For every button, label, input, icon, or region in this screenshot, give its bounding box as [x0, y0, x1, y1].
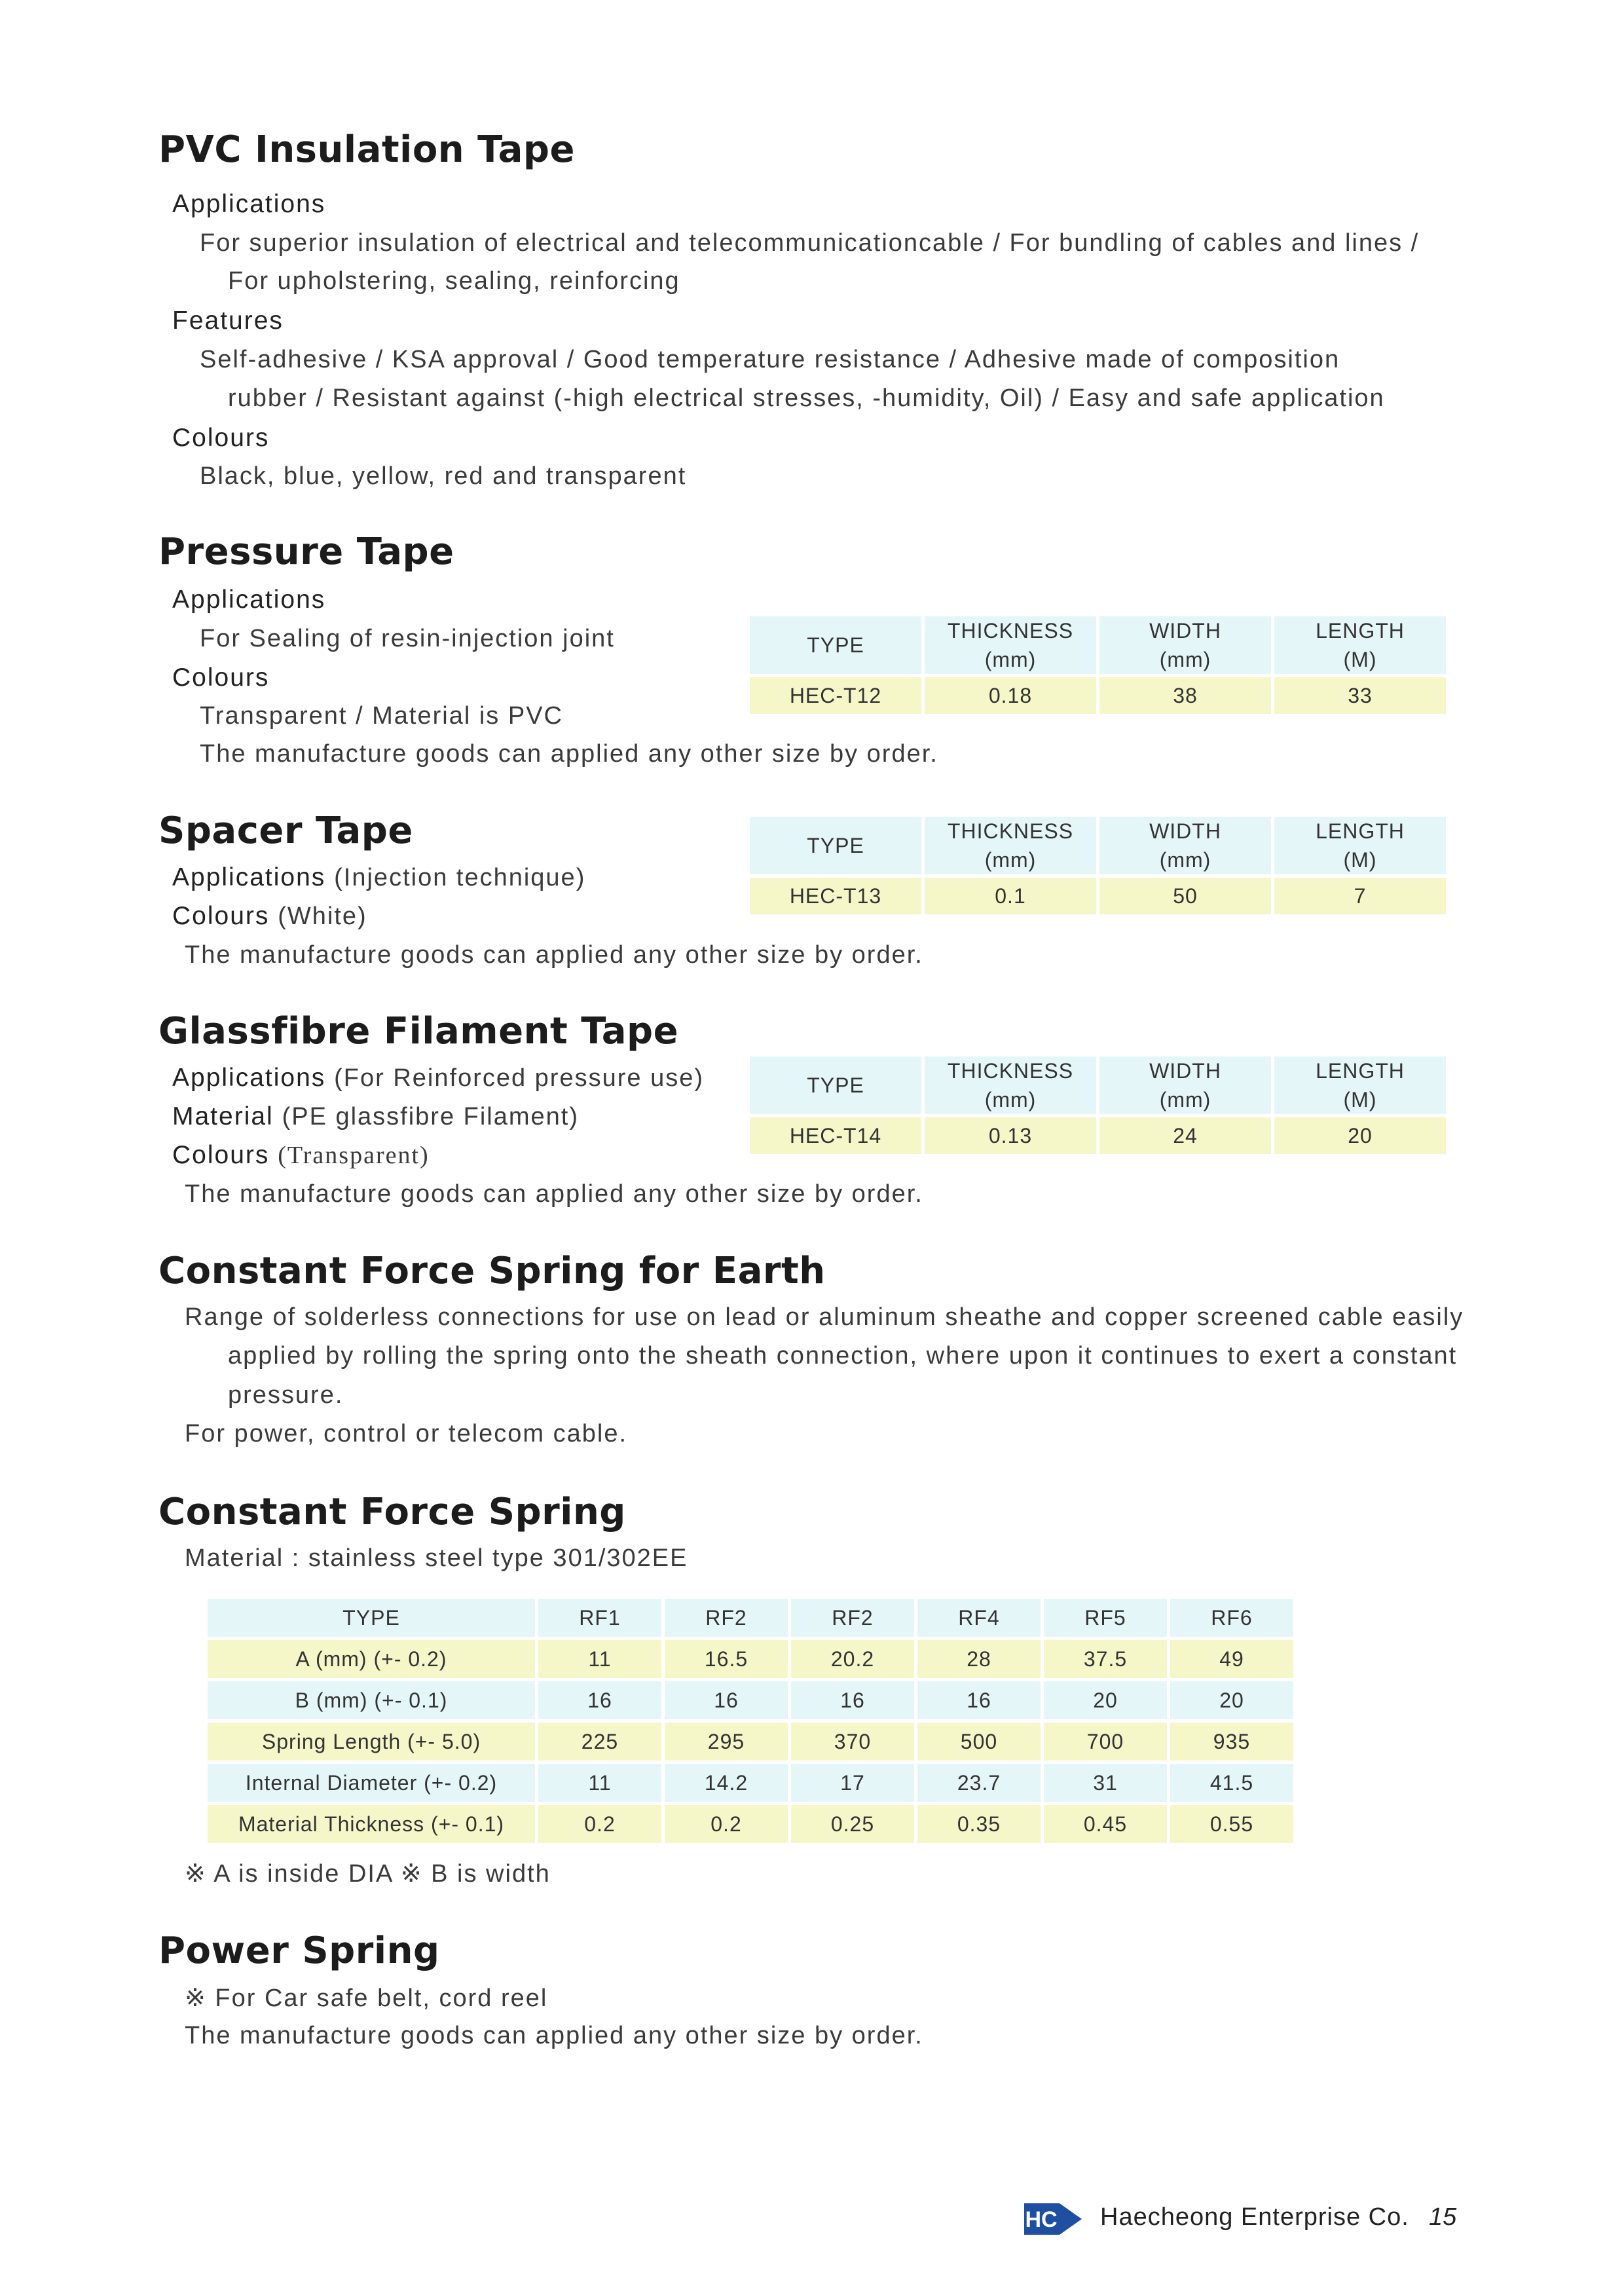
pressure-applications-label: Applications: [172, 586, 326, 614]
cfs-cell: 11: [538, 1764, 661, 1802]
power-title: Power Spring: [158, 1930, 440, 1972]
glassfibre-width-cell: 24: [1099, 1117, 1271, 1154]
pressure-type-cell: HEC-T12: [750, 677, 921, 714]
cfs-header-cell: RF2: [665, 1599, 788, 1637]
cfs-cell: 370: [791, 1723, 914, 1761]
cfs-header-cell: RF2: [791, 1599, 914, 1637]
glassfibre-header-thickness: THICKNESS (mm): [925, 1056, 1096, 1114]
glassfibre-applications-row: [172, 1064, 704, 1092]
cfs-spec-table: [204, 1595, 1297, 1846]
cfs-cell: 16: [791, 1681, 914, 1719]
glassfibre-material-row: [172, 1102, 579, 1131]
company-logo: [1022, 2201, 1084, 2237]
power-line2: The manufacture goods can applied any other size by order.: [185, 2022, 923, 2049]
pvc-colours-label: Colours: [172, 424, 270, 452]
pressure-title: Pressure Tape: [158, 531, 454, 573]
cfs-header-cell: RF5: [1044, 1599, 1167, 1637]
spacer-applications-value: (Injection technique): [334, 864, 586, 891]
glassfibre-header-width: WIDTH (mm): [1099, 1056, 1271, 1114]
cfs-earth-title: Constant Force Spring for Earth: [158, 1250, 826, 1292]
spacer-applications-label: Applications: [172, 863, 326, 891]
cfs-header-cell: RF6: [1170, 1599, 1293, 1637]
cfs-earth-line2: applied by rolling the spring onto the sheath connection, where upon it continues to exert a constant: [228, 1342, 1458, 1370]
pvc-title: PVC Insulation Tape: [158, 128, 575, 171]
spacer-header-type: TYPE: [750, 817, 921, 874]
spacer-title: Spacer Tape: [158, 810, 413, 852]
table-row: [208, 1681, 1293, 1719]
cfs-earth-line1: Range of solderless connections for use on lead or aluminum sheathe and copper screened cable easily: [185, 1303, 1464, 1331]
cfs-row-label: Internal Diameter (+- 0.2): [208, 1764, 535, 1802]
glassfibre-header-type: TYPE: [750, 1056, 921, 1114]
cfs-cell: 14.2: [665, 1764, 788, 1802]
cfs-cell: 41.5: [1170, 1764, 1293, 1802]
cfs-cell: 935: [1170, 1723, 1293, 1761]
cfs-cell: 295: [665, 1723, 788, 1761]
pressure-colours-label: Colours: [172, 663, 270, 692]
cfs-cell: 225: [538, 1723, 661, 1761]
pressure-thickness-cell: 0.18: [925, 677, 1096, 714]
glassfibre-applications-label: Applications: [172, 1064, 326, 1092]
cfs-cell: 16: [538, 1681, 661, 1719]
table-row: [208, 1723, 1293, 1761]
cfs-header-cell: TYPE: [208, 1599, 535, 1637]
cfs-title: Constant Force Spring: [158, 1491, 626, 1533]
spacer-colours-row: [172, 902, 367, 931]
pvc-features-label: Features: [172, 307, 284, 335]
pressure-applications-line: For Sealing of resin-injection joint: [200, 625, 615, 652]
cfs-earth-line3: pressure.: [228, 1381, 344, 1409]
glassfibre-title: Glassfibre Filament Tape: [158, 1010, 679, 1053]
pressure-header-length: LENGTH (M): [1274, 616, 1446, 674]
spacer-colours-label: Colours: [172, 902, 270, 930]
glassfibre-material-label: Material: [172, 1102, 274, 1130]
spacer-colours-value: (White): [278, 903, 367, 930]
cfs-row-label: B (mm) (+- 0.1): [208, 1681, 535, 1719]
glassfibre-note: The manufacture goods can applied any other size by order.: [185, 1180, 923, 1208]
cfs-cell: 20.2: [791, 1640, 914, 1678]
spacer-type-cell: HEC-T13: [750, 878, 921, 914]
cfs-cell: 0.2: [665, 1805, 788, 1843]
glassfibre-colours-value: (Transparent): [278, 1142, 430, 1169]
glassfibre-spec-table: [747, 1053, 1449, 1157]
cfs-cell: 0.25: [791, 1805, 914, 1843]
cfs-material: Material : stainless steel type 301/302EE: [185, 1544, 688, 1572]
cfs-cell: 20: [1170, 1681, 1293, 1719]
glassfibre-colours-label: Colours: [172, 1141, 270, 1169]
spacer-width-cell: 50: [1099, 878, 1271, 914]
cfs-cell: 16: [917, 1681, 1041, 1719]
cfs-cell: 17: [791, 1764, 914, 1802]
cfs-cell: 500: [917, 1723, 1041, 1761]
glassfibre-length-cell: 20: [1274, 1117, 1446, 1154]
table-row: [208, 1805, 1293, 1843]
cfs-cell: 49: [1170, 1640, 1293, 1678]
spacer-spec-table: [747, 813, 1449, 918]
pressure-header-type: TYPE: [750, 616, 921, 674]
cfs-earth-line4: For power, control or telecom cable.: [185, 1420, 628, 1447]
cfs-cell: 700: [1044, 1723, 1167, 1761]
cfs-row-label: Spring Length (+- 5.0): [208, 1723, 535, 1761]
glassfibre-applications-value: (For Reinforced pressure use): [334, 1064, 704, 1092]
pressure-length-cell: 33: [1274, 677, 1446, 714]
pressure-width-cell: 38: [1099, 677, 1271, 714]
spacer-header-thickness: THICKNESS (mm): [925, 817, 1096, 874]
glassfibre-colours-row: [172, 1141, 430, 1170]
cfs-row-label: Material Thickness (+- 0.1): [208, 1805, 535, 1843]
pvc-applications-line2: For upholstering, sealing, reinforcing: [228, 267, 680, 295]
cfs-cell: 11: [538, 1640, 661, 1678]
spacer-thickness-cell: 0.1: [925, 878, 1096, 914]
cfs-cell: 16.5: [665, 1640, 788, 1678]
pressure-header-width: WIDTH (mm): [1099, 616, 1271, 674]
spacer-header-length: LENGTH (M): [1274, 817, 1446, 874]
pvc-features-line1: Self-adhesive / KSA approval / Good temperature resistance / Adhesive made of composition: [200, 346, 1340, 373]
cfs-row-label: A (mm) (+- 0.2): [208, 1640, 535, 1678]
cfs-cell: 28: [917, 1640, 1041, 1678]
pressure-note: The manufacture goods can applied any other size by order.: [200, 740, 938, 768]
page-number: 15: [1429, 2203, 1457, 2231]
company-logo-text: HC: [1025, 2207, 1058, 2232]
pvc-applications-label: Applications: [172, 190, 326, 218]
pvc-applications-line1: For superior insulation of electrical and telecommunicationcable / For bundling of cables and lines /: [200, 229, 1420, 257]
cfs-cell: 20: [1044, 1681, 1167, 1719]
cfs-cell: 0.2: [538, 1805, 661, 1843]
pvc-colours-line: Black, blue, yellow, red and transparent: [200, 462, 687, 490]
cfs-note: ※ A is inside DIA ※ B is width: [185, 1860, 551, 1888]
spacer-applications-row: [172, 863, 585, 892]
cfs-cell: 23.7: [917, 1764, 1041, 1802]
cfs-header-cell: RF4: [917, 1599, 1041, 1637]
table-row: [208, 1764, 1293, 1802]
power-line1: ※ For Car safe belt, cord reel: [185, 1985, 548, 2012]
glassfibre-material-value: (PE glassfibre Filament): [282, 1103, 580, 1130]
cfs-cell: 16: [665, 1681, 788, 1719]
company-name: Haecheong Enterprise Co.: [1100, 2203, 1409, 2231]
glassfibre-header-length: LENGTH (M): [1274, 1056, 1446, 1114]
spacer-note: The manufacture goods can applied any other size by order.: [185, 941, 923, 969]
glassfibre-thickness-cell: 0.13: [925, 1117, 1096, 1154]
pressure-header-thickness: THICKNESS (mm): [925, 616, 1096, 674]
pressure-colours-line: Transparent / Material is PVC: [200, 702, 563, 730]
cfs-cell: 37.5: [1044, 1640, 1167, 1678]
cfs-header-row: [208, 1599, 1293, 1637]
cfs-header-cell: RF1: [538, 1599, 661, 1637]
cfs-cell: 0.55: [1170, 1805, 1293, 1843]
spacer-length-cell: 7: [1274, 878, 1446, 914]
cfs-cell: 0.35: [917, 1805, 1041, 1843]
cfs-cell: 31: [1044, 1764, 1167, 1802]
glassfibre-type-cell: HEC-T14: [750, 1117, 921, 1154]
table-row: [208, 1640, 1293, 1678]
pressure-spec-table: [747, 613, 1449, 717]
spacer-header-width: WIDTH (mm): [1099, 817, 1271, 874]
cfs-cell: 0.45: [1044, 1805, 1167, 1843]
pvc-features-line2: rubber / Resistant against (-high electrical stresses, -humidity, Oil) / Easy and safe application: [228, 384, 1385, 412]
